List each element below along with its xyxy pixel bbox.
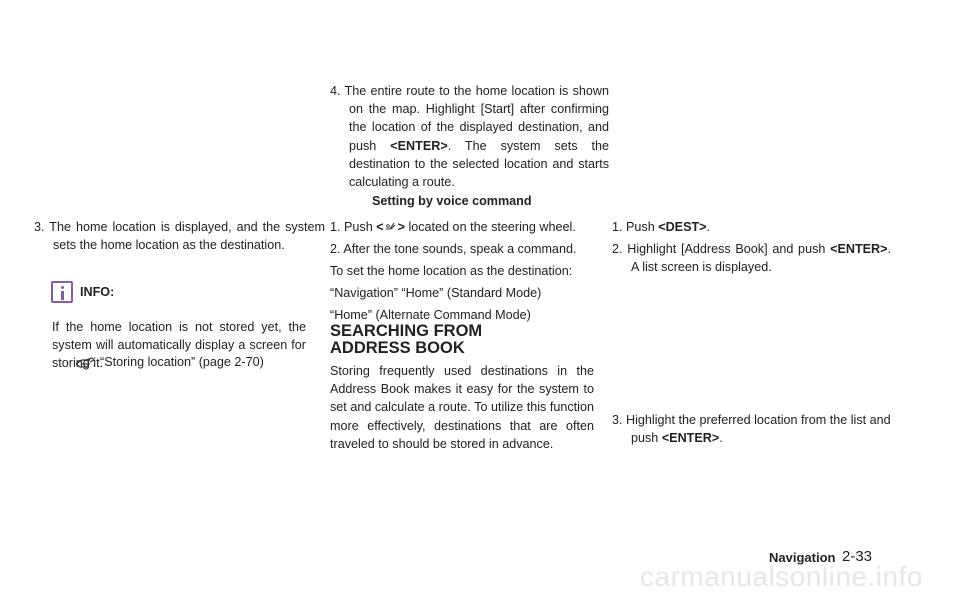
bracket-left: <	[376, 220, 384, 234]
step-3-text: The home location is displayed, and the system sets the home location as the destination.	[49, 220, 325, 253]
info-text: If the home location is not stored yet, the system will automatically display a screen for storing it.	[52, 320, 306, 371]
step-3-number: 3.	[34, 220, 45, 234]
voice-command-heading: Setting by voice command	[372, 194, 532, 208]
info-icon	[51, 281, 73, 303]
info-label: INFO:	[80, 285, 115, 299]
address-step-3	[612, 411, 891, 447]
enter-key: <ENTER>	[830, 242, 888, 256]
address-step-1-text-b: .	[706, 220, 711, 234]
address-step-3-text-b: .	[719, 431, 723, 446]
address-step-2-number: 2.	[612, 242, 623, 256]
talk-switch-icon	[385, 221, 397, 232]
step-3	[34, 218, 325, 254]
footer-section-name: Navigation	[769, 550, 836, 565]
section-text: Storing frequently used destinations in the Address Book makes it easy for the system to set and calculate a route. To utilize this function more effectively, destinations that are often traveled to should be stored in advance.	[330, 364, 594, 451]
bracket-right: >	[397, 220, 405, 234]
voice-step-1-text-b: located on the steering wheel.	[404, 220, 576, 234]
address-step-1-text-a: Push	[626, 220, 659, 234]
step-4-number: 4.	[330, 84, 341, 98]
voice-command-standard: “Navigation” “Home” (Standard Mode)	[330, 286, 542, 300]
voice-step-2-number: 2.	[330, 242, 341, 256]
reference-hand-icon	[75, 357, 95, 369]
step-4-text-a: The entire route to the home location is shown on the map. Highlight [Start] after confirming the location of the displayed destination, and push	[344, 84, 609, 153]
watermark: carmanualsonline.info	[640, 561, 923, 592]
dest-key: <DEST>	[658, 220, 707, 234]
voice-step-2	[330, 240, 600, 258]
address-step-2	[612, 240, 891, 276]
voice-step-1	[330, 218, 600, 236]
address-step-2-text-b: . A list screen is displayed.	[631, 242, 891, 275]
enter-key: <ENTER>	[661, 431, 720, 446]
address-step-1	[612, 218, 872, 236]
voice-step-1-text-a: Push	[344, 220, 377, 234]
enter-key: <ENTER>	[390, 138, 448, 153]
address-step-1-number: 1.	[612, 220, 623, 234]
page-number: 2-33	[842, 548, 873, 565]
address-step-3-text-a: Highlight the preferred location from the list and push	[626, 413, 891, 446]
voice-command-alternate: “Home” (Alternate Command Mode)	[330, 308, 531, 322]
step-4	[330, 82, 609, 191]
step-4-text-b: . The system sets the destination to the selected location and starts calculating a route.	[349, 138, 609, 190]
address-step-3-number: 3.	[612, 413, 623, 427]
voice-step-2-text: After the tone sounds, speak a command.	[343, 242, 577, 256]
voice-step-1-number: 1.	[330, 220, 341, 234]
address-step-2-text-a: Highlight [Address Book] and push	[627, 242, 831, 256]
reference-link[interactable]: “Storing location” (page 2-70)	[100, 355, 264, 369]
section-title: SEARCHING FROM ADDRESS BOOK	[330, 322, 483, 357]
set-home-text: To set the home location as the destination:	[330, 264, 573, 278]
